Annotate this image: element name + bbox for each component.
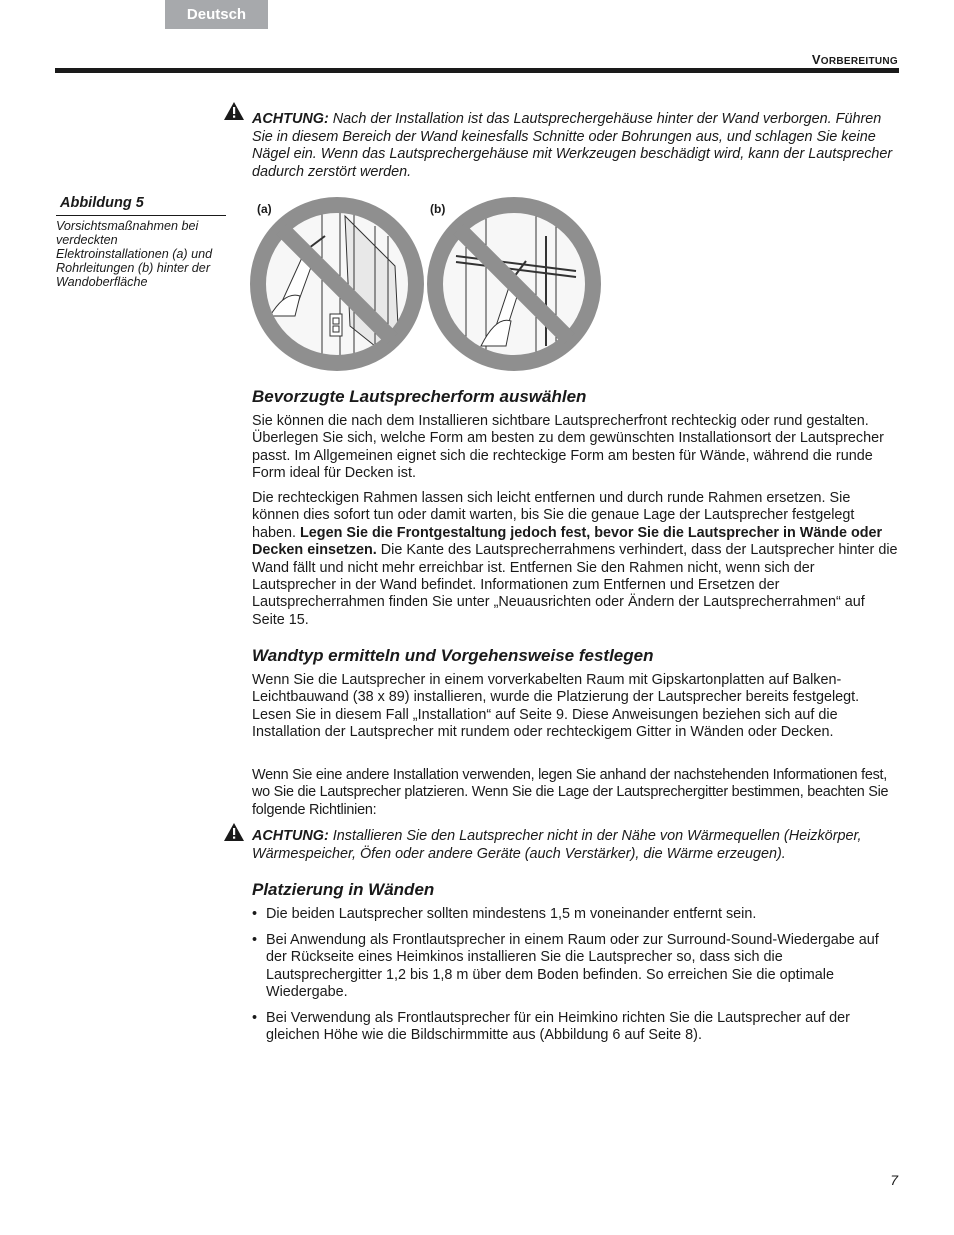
list-item: • Bei Verwendung als Frontlautsprecher für ein Heimkino richten Sie die Lautsprecher auf der gleichen Höhe wie die Bildschirmmitte aus (Abbildung 6 auf Seite 8). [252,1010,850,1044]
warning-installation [252,111,902,181]
warning-text: Nach der Installation ist das Lautsprechergehäuse hinter der Wand verborgen. Führen Sie in diesem Bereich der Wand keinesfalls Schnitte oder Bohrungen aus, und schlagen Sie keine Nägel ein. Wenn das Lautsprechergehäuse mit Werkzeugen beschädigt wird, kann der Lautsprecher dadurch zerstört werden. [252,111,893,180]
warning-label: ACHTUNG: [252,828,329,844]
bullet-icon: • [252,1010,258,1026]
prohibition-illustration-electrical [250,196,425,372]
paragraph-frames: Die rechteckigen Rahmen lassen sich leicht entfernen und durch runde Rahmen ersetzen. Sie können dies sofort tun oder damit warten, bis Sie die genaue Lage der Lautsprecher festgelegt haben. Legen Sie die Frontgestaltung jedoch fest, bevor Sie die Lautsprecher in Wände oder Decken einsetzen. Die Kante des Lautsprecherrahmens verhindert, dass der Lautsprecher hinter die Wand fällt und nicht mehr erreichbar ist. Entfernen Sie den Rahmen nicht, wenn sich der Lautsprecher in der Wand befindet. Informationen zum Entfernen und Ersetzen der Lautsprecherrahmen finden Sie unter „Neuausrichten oder Ändern der Lautsprecherrahmen“ auf Seite 15. [252,490,898,628]
figure-caption [56,195,226,289]
section-header: VORBEREITUNG [811,52,898,67]
warning-text: Installieren Sie den Lautsprecher nicht in der Nähe von Wärmequellen (Heizkörper, Wärmespeicher, Öfen oder andere Geräte (auch Verstärker), die Wärme erzeugen). [252,828,862,862]
paragraph-prewired: Wenn Sie die Lautsprecher in einem vorverkabelten Raum mit Gipskartonplatten auf Balken-Leichtbauwand (38 x 89) installieren, wurde die Platzierung der Lautsprecher bereits festgelegt. Lesen Sie in diesem Fall „Installation“ auf Seite 9. Diese Anweisungen beziehen sich auf die Installation der Lautsprecher mit rundem oder rechteckigem Gitter in Wänden oder Decken. [252,672,860,741]
paragraph-other-install: Wenn Sie eine andere Installation verwenden, legen Sie anhand der nachstehenden Informationen fest, wo Sie die Lautsprecher platzieren. Wenn Sie die Lage der Lautsprechergitter bestimmen, beachten Sie folgende Richtlinien: [252,767,889,818]
heading-wall-placement: Platzierung in Wänden [252,880,435,899]
figure-title: Abbildung 5 [56,195,226,216]
list-item: • Die beiden Lautsprecher sollten mindestens 1,5 m voneinander entfernt sein. [252,906,757,922]
paragraph-shape-intro: Sie können die nach dem Installieren sichtbare Lautsprecherfront rechteckig oder rund gestalten. Überlegen Sie sich, welche Form am besten zu dem gewünschten Installationsort der Lautsprecher passt. Im Allgemeinen eignet sich die rechteckige Form am besten für Wände, während die runde Form ideal für Decken ist. [252,413,884,482]
warning-triangle-icon [223,101,245,121]
warning-label: ACHTUNG: [252,111,329,127]
warning-heat-sources [252,828,902,863]
figure-label-a: (a) [257,202,272,216]
prohibition-illustration-plumbing [426,196,604,372]
heading-speaker-shape: Bevorzugte Lautsprecherform auswählen [252,387,587,406]
language-tab[interactable]: Deutsch [165,0,268,29]
figure-label-b: (b) [430,202,446,216]
page-number: 7 [890,1172,898,1188]
list-item: • Bei Anwendung als Frontlautsprecher in einem Raum oder zur Surround-Sound-Wiedergabe auf der Rückseite eines Heimkinos installieren Sie die Lautsprecher so, dass sich die Lautsprechergitter 1,2 bis 1,8 m über dem Boden befinden. So erreichen Sie die optimale Wiedergabe. [252,932,879,1001]
header-rule [55,68,899,73]
figure-description: Vorsichtsmaßnahmen bei verdeckten Elektroinstallationen (a) und Rohrleitungen (b) hinter der Wandoberfläche [56,219,213,289]
bullet-icon: • [252,932,258,948]
warning-triangle-icon [223,822,245,842]
bullet-icon: • [252,906,258,922]
heading-wall-type: Wandtyp ermitteln und Vorgehensweise festlegen [252,646,654,665]
